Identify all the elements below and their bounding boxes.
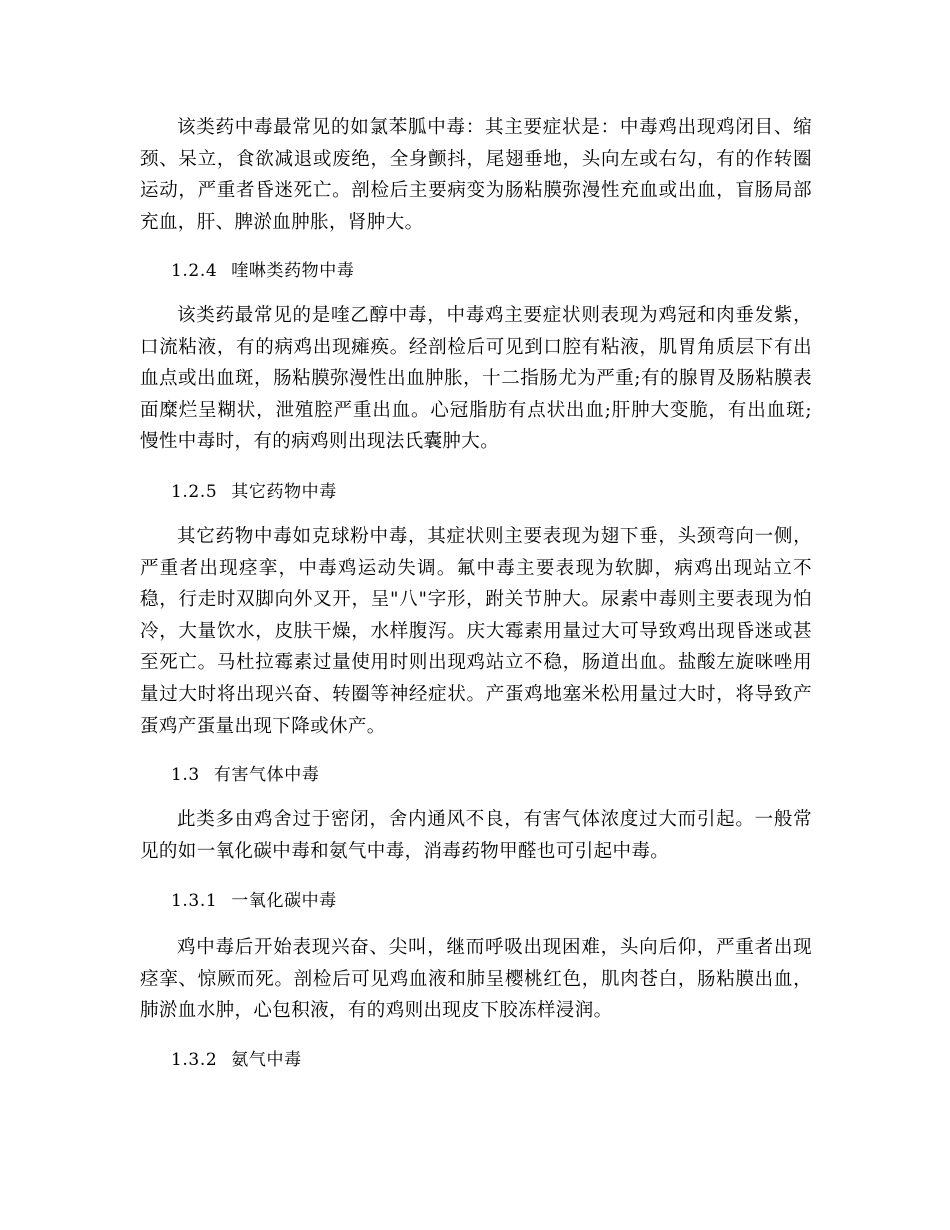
paragraph-other-drugs: 其它药物中毒如克球粉中毒，其症状则主要表现为翅下垂，头颈弯向一侧，严重者出现痉挛，中毒鸡运动失调。氟中毒主要表现为软脚，病鸡出现站立不稳，行走时双脚向外叉开，呈"八"字形，跗关节肿大。尿素中毒则主要表现为怕冷，大量饮水，皮肤干燥，水样腹泻。庆大霉素用量过大可导致鸡出现昏迷或甚至死亡。马杜拉霉素过量使用时则出现鸡站立不稳，肠道出血。盐酸左旋咪唑用量过大时将出现兴奋、转圈等神经症状。产蛋鸡地塞米松用量过大时，将导致产蛋鸡产蛋量出现下降或休产。 — [140, 526, 812, 737]
section-title: 其它药物中毒 — [231, 482, 337, 502]
section-number: 1.3.2 — [171, 1050, 218, 1070]
section-title: 氨气中毒 — [231, 1050, 302, 1070]
section-title: 有害气体中毒 — [213, 765, 320, 785]
section-heading-1-3-1 — [140, 886, 811, 916]
section-heading-1-2-4 — [140, 256, 811, 286]
paragraph-carbon-monoxide: 鸡中毒后开始表现兴奋、尖叫，继而呼吸出现困难，头向后仰，严重者出现痉挛、惊厥而死。剖检后可见鸡血液和肺呈樱桃红色，肌肉苍白，肠粘膜出血，肺淤血水肿，心包积液，有的鸡则出现皮下胶冻样浸润。 — [140, 937, 812, 1022]
paragraph-quinoline: 该类药最常见的是喹乙醇中毒，中毒鸡主要症状则表现为鸡冠和肉垂发紫，口流粘液，有的病鸡出现瘫痪。经剖检后可见到口腔有粘液，肌胃角质层下有出血点或出血斑，肠粘膜弥漫性出血肿胀，十二指肠尤为严重;有的腺胃及肠粘膜表面糜烂呈糊状，泄殖腔严重出血。心冠脂肪有点状出血;肝肿大变脆，有出血斑;慢性中毒时，有的病鸡则出现法氏囊肿大。 — [140, 305, 812, 453]
section-heading-1-3 — [140, 760, 811, 790]
section-number: 1.2.4 — [171, 261, 218, 281]
paragraph-harmful-gas: 此类多由鸡舍过于密闭，舍内通风不良，有害气体浓度过大而引起。一般常见的如一氧化碳中毒和氨气中毒，消毒药物甲醛也可引起中毒。 — [140, 809, 812, 862]
section-number: 1.3.1 — [171, 891, 218, 911]
section-number: 1.2.5 — [171, 482, 218, 502]
section-number: 1.3 — [171, 765, 200, 785]
section-heading-1-2-5 — [140, 477, 811, 507]
section-title: 一氧化碳中毒 — [231, 891, 337, 911]
paragraph-chlorobenzguanidine: 该类药中毒最常见的如氯苯胍中毒：其主要症状是：中毒鸡出现鸡闭目、缩颈、呆立，食欲减退或废绝，全身颤抖，尾翅垂地，头向左或右勾，有的作转圈运动，严重者昏迷死亡。剖检后主要病变为肠粘膜弥漫性充血或出血，盲肠局部充血，肝、脾淤血肿胀，肾肿大。 — [140, 117, 812, 233]
section-title: 喹啉类药物中毒 — [231, 261, 355, 281]
section-heading-1-3-2 — [140, 1045, 811, 1075]
